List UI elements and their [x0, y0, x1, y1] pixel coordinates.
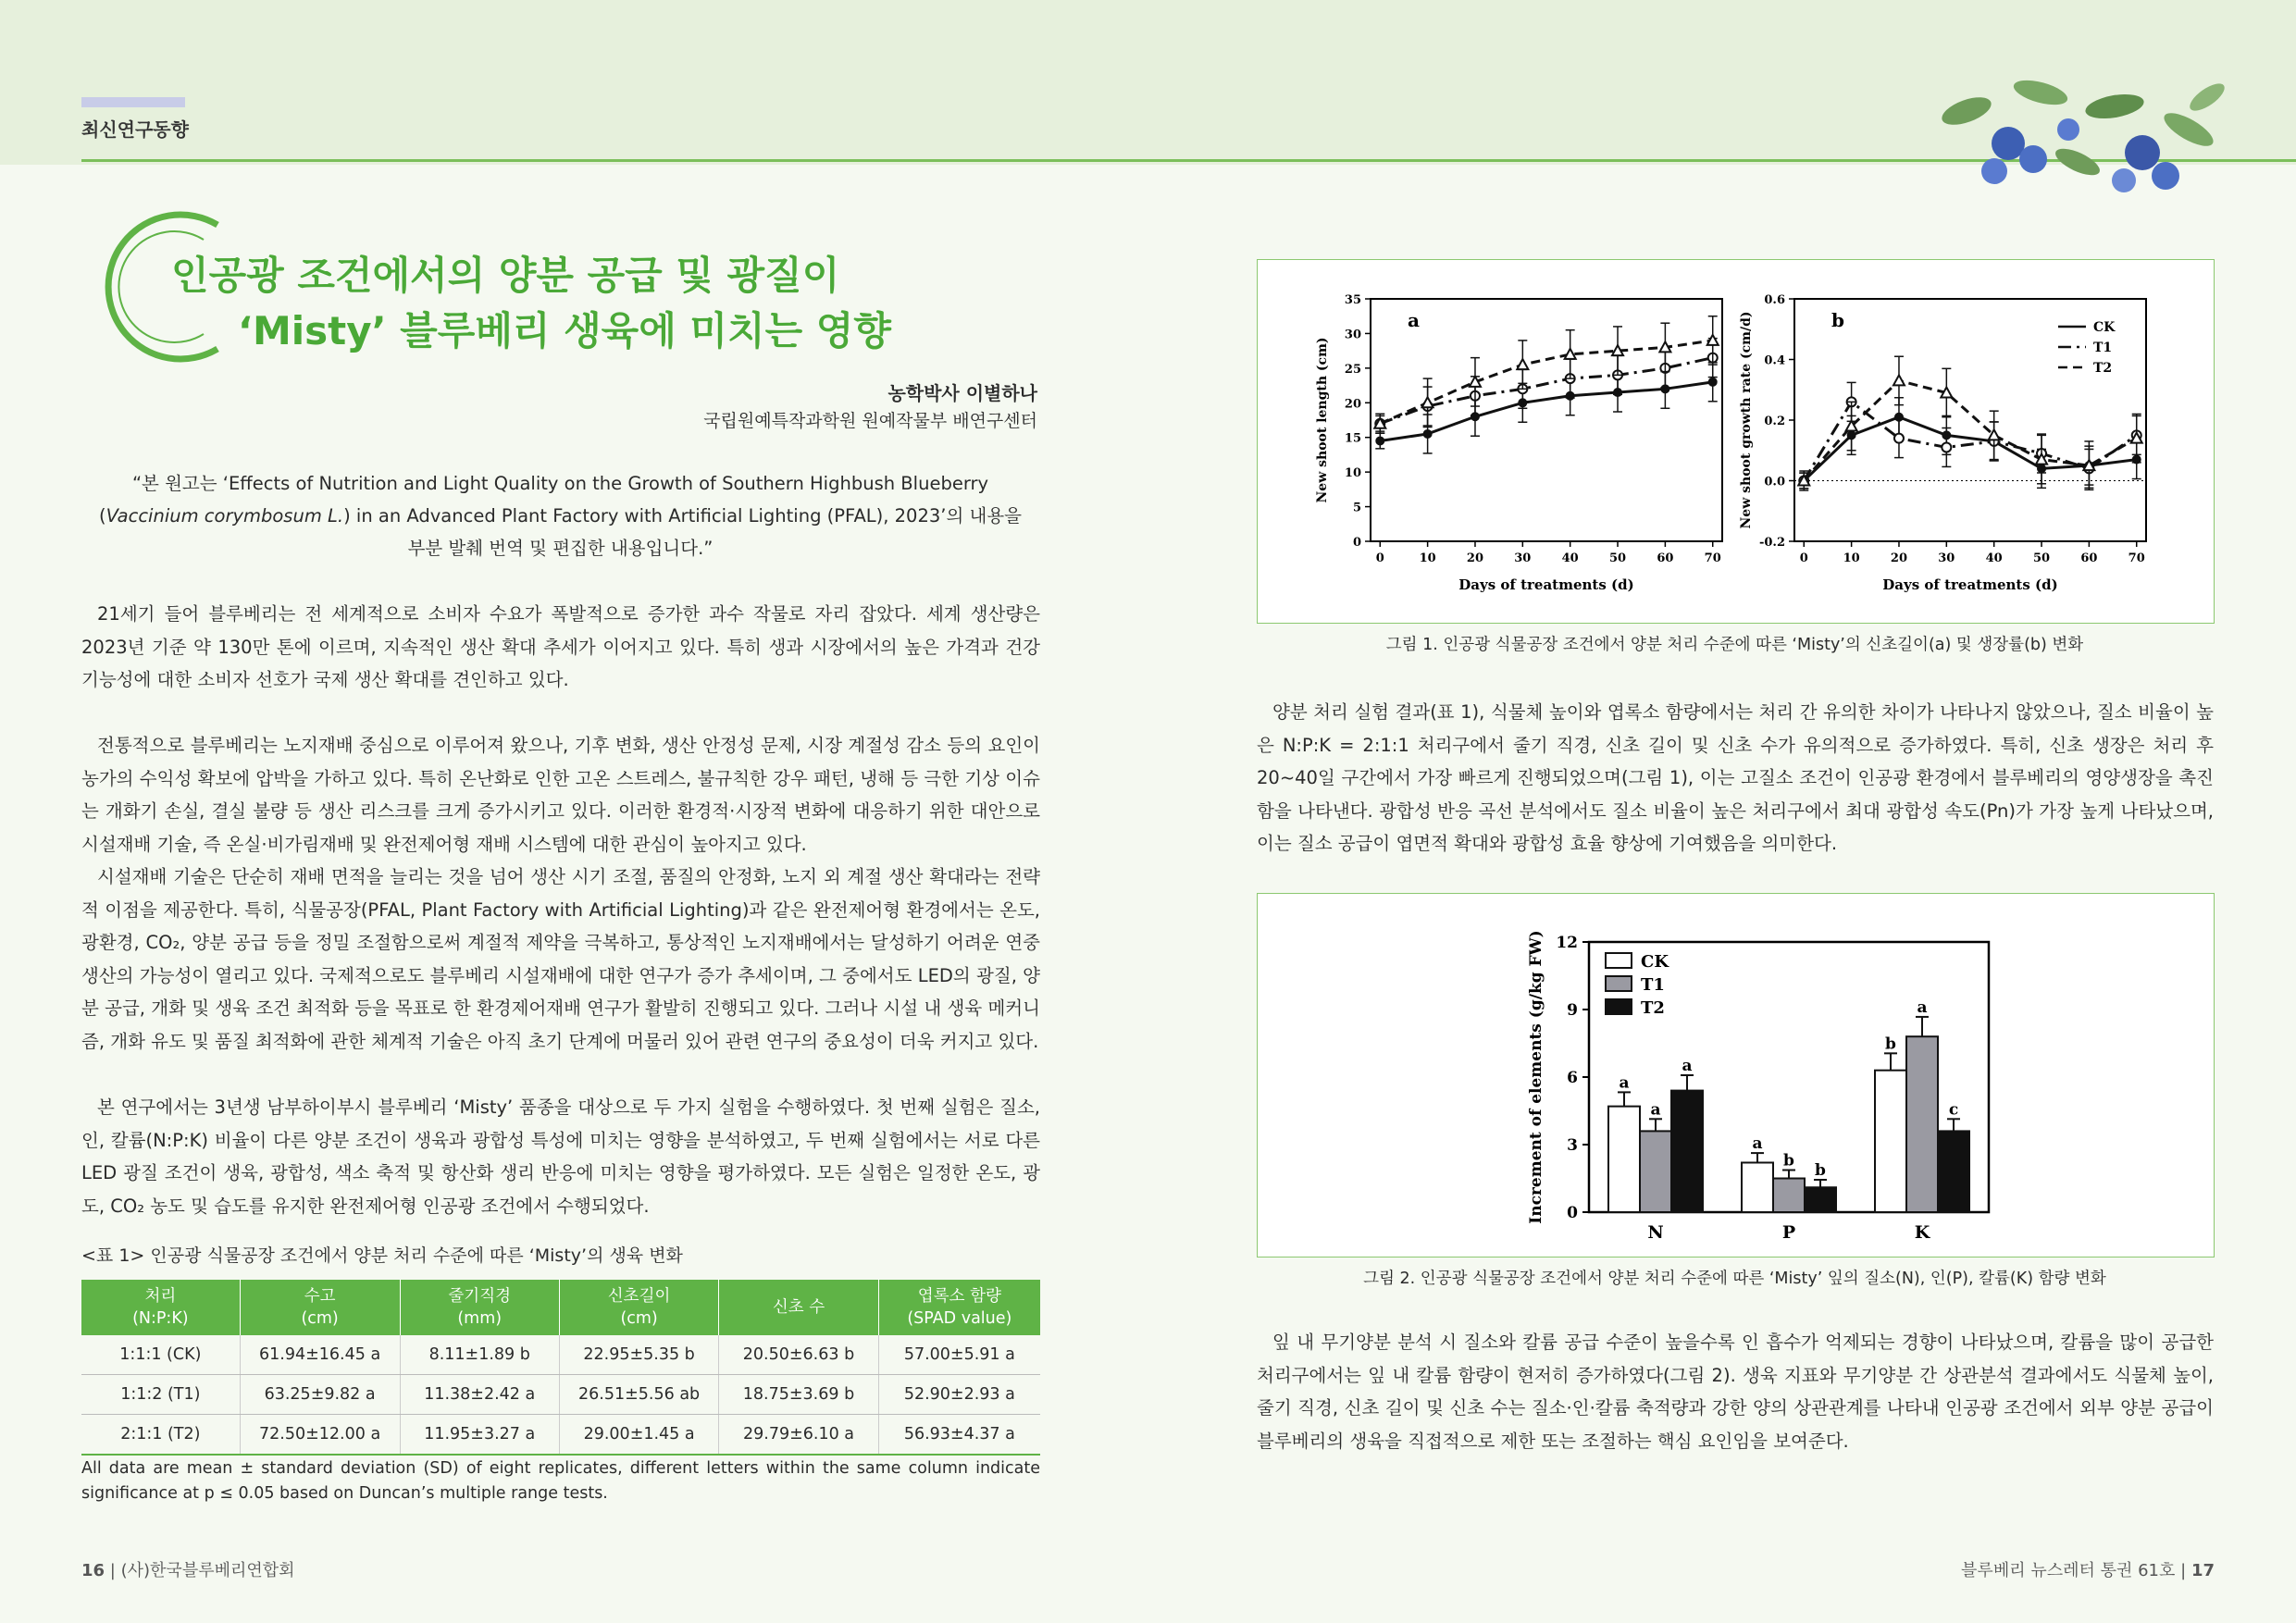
significance-letter: a: [1619, 1073, 1630, 1093]
x-tick-label: 0: [1375, 551, 1384, 565]
x-axis-label: Days of treatments (d): [1458, 576, 1634, 593]
y-tick-label: -0.2: [1758, 536, 1785, 550]
footer-newsletter: 블루베리 뉴스레터 통권 61호: [1961, 1561, 2176, 1580]
table-cell: 18.75±3.69 b: [719, 1375, 878, 1415]
data-point: [1893, 375, 1905, 385]
table-caption: <표 1> 인공광 식물공장 조건에서 양분 처리 수준에 따른 ‘Misty’의 생육 변화: [81, 1245, 683, 1266]
y-tick-label: 25: [1344, 362, 1361, 377]
x-tick-label: 50: [1608, 551, 1627, 565]
author-block: [703, 379, 1037, 435]
table-cell: 11.95±3.27 a: [400, 1415, 559, 1456]
legend-label: T2: [1641, 998, 1665, 1018]
y-axis-label: Increment of elements (g/kg FW): [1527, 930, 1545, 1224]
figure-1-caption: 그림 1. 인공광 식물공장 조건에서 양분 처리 수준에 따른 ‘Misty’의 신초길이(a) 및 생장률(b) 변화: [1385, 636, 2084, 654]
paragraph-3: 시설재배 기술은 단순히 재배 면적을 늘리는 것을 넘어 생산 시기 조절, 품질의 안정화, 노지 외 계절 생산 확대라는 전략적 이점을 제공한다. 특히, 식물공장(PFAL, Plant Factory with Artificial Lighting)과 같은 완전제어형 환경에서는 온도, 광환경, CO₂, 양분 공급 등을 정밀 조절함으로써 계절적 제약을 극복하고, 통상적인 노지재배에서는 달성하기 어려운 연중 생산의 가능성이 열리고 있다. 국제적으로도 블루베리 시설재배에 대한 연구가 증가 추세이며, 그 중에서도 LED의 광질, 양분 공급, 개화 및 생육 조건 최적화 등을 목표로 한 환경제어재배 연구가 활발히 진행되고 있다. 그러나 시설 내 생육 메커니즘, 개화 유도 및 품질 최적화에 관한 체계적 기술은 아직 초기 단계에 머물러 있어 관련 연구의 중요성이 더욱 커지고 있다.: [81, 866, 1040, 1052]
x-tick-label: 50: [2032, 551, 2051, 565]
table-cell: 1:1:2 (T1): [81, 1375, 240, 1415]
growth-table: [81, 1280, 1040, 1456]
y-tick-label: 0.2: [1764, 415, 1785, 428]
footer-org: (사)한국블루베리연합회: [120, 1561, 295, 1580]
bar-t2-k: [1938, 1131, 1969, 1212]
legend-swatch: [1606, 953, 1632, 968]
table-cell: 56.93±4.37 a: [878, 1415, 1040, 1456]
y-tick-label: 15: [1344, 431, 1361, 446]
author-name: 농학박사 이별하나: [887, 382, 1037, 404]
table-header-cell: [81, 1280, 240, 1335]
y-tick-label: 10: [1344, 466, 1361, 481]
panel-label: b: [1831, 309, 1844, 331]
page-number-left: 16: [81, 1561, 105, 1580]
x-tick-label: 20: [1890, 551, 1908, 565]
page-number-right: 17: [2191, 1561, 2215, 1580]
table-cell: 22.95±5.35 b: [559, 1335, 718, 1375]
significance-letter: a: [1752, 1134, 1763, 1154]
bar-t2-n: [1671, 1091, 1703, 1212]
figure-2-caption: 그림 2. 인공광 식물공장 조건에서 양분 처리 수준에 따른 ‘Misty’ 잎의 질소(N), 인(P), 칼륨(K) 함량 변화: [1363, 1270, 2106, 1288]
y-tick-label: 0.6: [1764, 293, 1785, 307]
legend-label: T1: [2093, 341, 2113, 355]
x-tick-label: 0: [1799, 551, 1808, 565]
x-tick-label: 30: [1938, 551, 1955, 565]
data-point: [1942, 442, 1951, 452]
blueberry-illustration: [1930, 56, 2235, 213]
bar-t1-k: [1906, 1036, 1938, 1212]
figure-2-chart: [1258, 894, 2214, 1257]
x-tick-label: 60: [1657, 551, 1674, 565]
x-tick-label: 20: [1466, 551, 1484, 565]
quote-line-2: [81, 500, 1039, 532]
panel-label: a: [1408, 309, 1420, 331]
legend-swatch: [1606, 999, 1632, 1014]
table-cell: 2:1:1 (T2): [81, 1415, 240, 1456]
legend-label: T1: [1641, 975, 1665, 995]
header-unit: (cm): [620, 1309, 658, 1328]
plot-frame: [1794, 299, 2146, 541]
x-tick-label: 60: [2080, 551, 2098, 565]
table-cell: 8.11±1.89 b: [400, 1335, 559, 1375]
author-affiliation: 국립원예특작과학원 원예작물부 배연구센터: [703, 411, 1037, 431]
header-label: 엽록소 함량: [917, 1287, 1001, 1306]
bar-t1-n: [1640, 1131, 1671, 1212]
y-tick-label: 30: [1344, 328, 1361, 342]
y-tick-label: 0: [1352, 536, 1361, 550]
x-tick-label: K: [1914, 1222, 1930, 1243]
x-tick-label: 40: [1985, 551, 2003, 565]
header-label: 처리: [144, 1287, 177, 1306]
bar-t1-p: [1773, 1179, 1805, 1213]
data-point: [1375, 436, 1384, 445]
data-point: [1708, 378, 1718, 387]
section-tag: 최신연구동향: [81, 118, 189, 141]
right-paragraph-2: 잎 내 무기양분 분석 시 질소와 칼륨 공급 수준이 높을수록 인 흡수가 억제되는 경향이 나타났으며, 칼륨을 많이 공급한 처리구에서는 잎 내 칼륨 함량이 현저히 증가하였다(그림 2). 생육 지표와 무기양분 간 상관분석 결과에서도 식물체 높이, 줄기 직경, 신초 길이 및 신초 수는 질소·인·칼륨 축적량과 강한 양의 상관관계를 나타내 인공광 조건에서 외부 양분 공급이 블루베리의 생육을 직접적으로 제한 또는 조절하는 핵심 요인임을 보여준다.: [1257, 1332, 2214, 1452]
quote-line-2-rest: ) in an Advanced Plant Factory with Artificial Lighting (PFAL), 2023’의 내용을: [343, 505, 1023, 527]
significance-letter: a: [1917, 997, 1928, 1017]
table-cell: 63.25±9.82 a: [240, 1375, 400, 1415]
table-cell: 29.79±6.10 a: [719, 1415, 878, 1456]
table-header-cell: [240, 1280, 400, 1335]
x-tick-label: 70: [1704, 551, 1721, 565]
y-tick-label: 0: [1567, 1204, 1578, 1222]
data-point: [1517, 359, 1528, 369]
header-unit: (SPAD value): [907, 1309, 1012, 1328]
paragraph-2: 전통적으로 블루베리는 노지재배 중심으로 이루어져 왔으나, 기후 변화, 생산 안정성 문제, 시장 계절성 감소 등의 요인이 농가의 수익성 확보에 압박을 가하고 있다. 특히 온난화로 인한 고온 스트레스, 불규칙한 강우 패턴, 냉해 등 극한 기상 이슈는 개화기 손실, 결실 불량 등 생산 리스크를 크게 증가시키고 있다. 이러한 환경적·시장적 변화에 대응하기 위한 대안으로 시설재배 기술, 즉 온실·비가림재배 및 완전제어형 재배 시스템에 대한 관심이 높아지고 있다.: [81, 735, 1040, 855]
figure-1-chart: [1258, 260, 2214, 623]
significance-letter: a: [1682, 1057, 1693, 1076]
table-cell: 52.90±2.93 a: [878, 1375, 1040, 1415]
legend-swatch: [1606, 976, 1632, 991]
x-tick-label: N: [1647, 1222, 1664, 1243]
table-header-cell: [878, 1280, 1040, 1335]
section-tag-bar: [81, 97, 185, 107]
y-tick-label: 5: [1352, 501, 1361, 515]
header-unit: (N:P:K): [132, 1309, 189, 1328]
bar-ck-p: [1742, 1162, 1773, 1212]
significance-letter: b: [1783, 1151, 1794, 1171]
significance-letter: b: [1815, 1161, 1826, 1181]
x-axis-label: Days of treatments (d): [1882, 576, 2058, 593]
table-row: [81, 1335, 1040, 1375]
legend-label: CK: [2093, 320, 2116, 335]
table-cell: 29.00±1.45 a: [559, 1415, 718, 1456]
quote-open-paren: (: [98, 505, 106, 527]
y-tick-label: 3: [1567, 1136, 1578, 1155]
title-line-1: 인공광 조건에서의 양분 공급 및 광질이: [171, 253, 840, 298]
x-tick-label: 40: [1561, 551, 1579, 565]
figure-2: [1257, 893, 2215, 1258]
y-tick-label: 6: [1567, 1069, 1578, 1087]
header-unit: (cm): [301, 1309, 339, 1328]
table-row: [81, 1375, 1040, 1415]
legend-label: T2: [2093, 361, 2113, 376]
bar-ck-k: [1875, 1071, 1906, 1212]
table-row: [81, 1415, 1040, 1456]
y-axis-label: New shoot growth rate (cm/d): [1739, 311, 1754, 529]
y-tick-label: 35: [1344, 293, 1361, 307]
table-cell: 11.38±2.42 a: [400, 1375, 559, 1415]
quote-line-3: 부분 발췌 번역 및 편집한 내용입니다.”: [407, 538, 714, 559]
table-cell: 57.00±5.91 a: [878, 1335, 1040, 1375]
significance-letter: a: [1650, 1100, 1661, 1120]
header-label: 신초 수: [772, 1298, 825, 1317]
table-cell: 72.50±12.00 a: [240, 1415, 400, 1456]
header-label: 수고: [304, 1287, 336, 1306]
table-cell: 20.50±6.63 b: [719, 1335, 878, 1375]
table-cell: 1:1:1 (CK): [81, 1335, 240, 1375]
x-tick-label: 70: [2128, 551, 2145, 565]
footer-left: [81, 1557, 295, 1581]
y-tick-label: 12: [1556, 934, 1578, 952]
right-paragraph-1: 양분 처리 실험 결과(표 1), 식물체 높이와 엽록소 함량에서는 처리 간 유의한 차이가 나타나지 않았으나, 질소 비율이 높은 N:P:K = 2:1:1 처리구에서 줄기 직경, 신초 길이 및 신초 수가 유의적으로 증가하였다. 특히, 신초 생장은 처리 후 20~40일 구간에서 가장 빠르게 진행되었으며(그림 1), 이는 고질소 조건이 인공광 환경에서 블루베리의 영양생장을 촉진함을 나타낸다. 광합성 반응 곡선 분석에서도 질소 비율이 높은 처리구에서 최대 광합성 속도(Pn)가 가장 높게 나타났으며, 이는 질소 공급이 엽면적 확대와 광합성 효율 향상에 기여했음을 의미한다.: [1257, 701, 2214, 854]
header-label: 신초길이: [607, 1287, 671, 1306]
data-point: [1894, 434, 1904, 443]
species-name: Vaccinium corymbosum L.: [105, 505, 344, 527]
legend-label: CK: [1641, 952, 1669, 972]
y-tick-label: 0.0: [1764, 475, 1785, 489]
article-title: [171, 248, 891, 359]
figure-1: [1257, 259, 2215, 624]
table-header-cell: [400, 1280, 559, 1335]
table-header-cell: [719, 1280, 878, 1335]
footer-right: [1961, 1557, 2215, 1581]
title-line-2: ‘Misty’ 블루베리 생육에 미치는 영향: [238, 308, 891, 353]
y-axis-label: New shoot length (cm): [1315, 337, 1330, 503]
x-tick-label: 10: [1843, 551, 1860, 565]
quote-line-1: “본 원고는 ‘Effects of Nutrition and Light Quality on the Growth of Southern Highbush Blueberry: [131, 473, 989, 494]
data-point: [1423, 429, 1433, 439]
bar-t2-p: [1805, 1187, 1836, 1212]
plot-frame: [1371, 299, 1722, 541]
significance-letter: c: [1948, 1100, 1959, 1120]
significance-letter: b: [1885, 1035, 1896, 1054]
header-label: 줄기직경: [448, 1287, 512, 1306]
paragraph-4: 본 연구에서는 3년생 남부하이부시 블루베리 ‘Misty’ 품종을 대상으로 두 가지 실험을 수행하였다. 첫 번째 실험은 질소, 인, 칼륨(N:P:K) 비율이 다른 양분 조건이 생육과 광합성 특성에 미치는 영향을 분석하였고, 두 번째 실험에서는 서로 다른 LED 광질 조건이 생육, 광합성, 색소 축적 및 항산화 생리 반응에 미치는 영향을 평가하였다. 모든 실험은 일정한 온도, 광도, CO₂ 농도 및 습도를 유지한 완전제어형 인공광 조건에서 수행되었다.: [81, 1096, 1040, 1217]
table-header-cell: [559, 1280, 718, 1335]
y-tick-label: 0.4: [1764, 353, 1785, 368]
table-cell: 26.51±5.56 ab: [559, 1375, 718, 1415]
footer-sep-left: |: [109, 1561, 116, 1580]
table-header-row: [81, 1280, 1040, 1335]
x-tick-label: P: [1781, 1222, 1796, 1243]
y-tick-label: 9: [1567, 1001, 1578, 1020]
x-tick-label: 10: [1419, 551, 1436, 565]
x-tick-label: 30: [1514, 551, 1532, 565]
table-cell: 61.94±16.45 a: [240, 1335, 400, 1375]
table-note: All data are mean ± standard deviation (SD) of eight replicates, different letters within the same column indicate significance at p ≤ 0.05 based on Duncan’s multiple range tests.: [81, 1459, 1040, 1503]
y-tick-label: 20: [1344, 397, 1361, 412]
footer-sep-right: |: [2180, 1561, 2187, 1580]
bar-ck-n: [1608, 1107, 1640, 1212]
header-unit: (mm): [457, 1309, 503, 1328]
paragraph-1: 21세기 들어 블루베리는 전 세계적으로 소비자 수요가 폭발적으로 증가한 과수 작물로 자리 잡았다. 세계 생산량은 2023년 기준 약 130만 톤에 이르며, 지속적인 생산 확대 추세가 이어지고 있다. 특히 생과 시장에서의 높은 가격과 건강 기능성에 대한 소비자 선호가 국제 생산 확대를 견인하고 있다.: [81, 603, 1040, 690]
source-quote: [81, 467, 1039, 564]
